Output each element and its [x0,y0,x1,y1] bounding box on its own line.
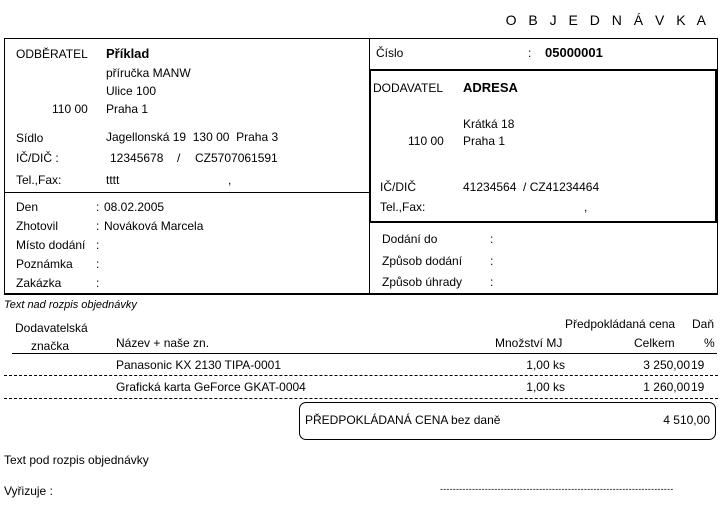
detail-author-label: Zhotovil [16,219,59,233]
customer-label: ODBĚRATEL [16,47,88,61]
supplier-label: DODAVATEL [373,81,444,95]
header-underline [12,353,717,354]
supplier-tel-label: Tel.,Fax: [380,200,426,214]
handled-by-label: Vyřizuje : [4,484,53,498]
detail-date-label: Den [16,200,39,214]
col-supplier-mark-2: značka [31,339,70,353]
customer-divider [4,192,370,193]
sum-label: PŘEDPOKLÁDANÁ CENA bez daně [305,413,501,427]
delivery-method-label: Způsob dodání [382,254,463,268]
order-number-label: Číslo [376,46,404,60]
customer-street: Ulice 100 [106,84,157,98]
supplier-name: ADRESA [463,80,518,95]
customer-line2: příručka MANW [106,66,191,80]
customer-seat-label: Sídlo [16,131,44,145]
supplier-fax-sep: , [584,200,588,214]
delivery-until-label: Dodání do [382,232,438,246]
item-vat: 19 [691,358,705,372]
delivery-colon: : [490,232,494,246]
item-qty: 1,00 ks [526,380,565,394]
customer-tel: tttt [106,173,120,187]
sum-value: 4 510,00 [663,413,710,427]
detail-colon: : [96,200,100,214]
customer-tel-label: Tel.,Fax: [16,173,62,187]
col-price-total: Celkem [634,336,675,350]
row-separator [4,375,718,376]
item-total: 1 260,00 [643,380,690,394]
item-name: Panasonic KX 2130 TIPA-0001 [116,358,281,372]
col-vat-top: Daň [692,317,715,331]
order-number: 05000001 [545,45,603,60]
text-below-items: Text pod rozpis objednávky [4,453,149,467]
customer-ids-slash: / [177,151,181,165]
detail-colon: : [96,276,100,290]
customer-zip: 110 00 [52,102,88,116]
supplier-ids-label: IČ/DIČ [380,180,416,194]
order-number-colon: : [528,46,532,60]
col-name: Název + naše zn. [116,336,210,350]
detail-colon: : [96,238,100,252]
customer-name: Příklad [106,46,150,61]
item-vat: 19 [691,380,705,394]
customer-dic: CZ5707061591 [195,151,278,165]
supplier-ids: 41234564 / CZ41234464 [463,180,600,194]
item-total: 3 250,00 [643,358,690,372]
signature-line: ------------------------------------------------------------------------- [440,484,674,494]
row-separator [4,398,718,399]
detail-author-value: Nováková Marcela [104,219,204,233]
supplier-zip: 110 00 [408,134,444,148]
detail-place-label: Místo dodání [16,238,86,252]
detail-note-label: Poznámka [16,257,73,271]
delivery-colon: : [490,254,494,268]
col-price-top: Předpokládaná cena [565,317,676,331]
customer-fax-sep: , [228,173,232,187]
customer-ids-label: IČ/DIČ : [16,151,59,165]
text-above-items: Text nad rozpis objednávky [4,299,137,311]
supplier-city: Praha 1 [463,134,506,148]
detail-colon: : [96,257,100,271]
customer-seat: Jagellonská 19 130 00 Praha 3 [106,130,279,144]
detail-job-label: Zakázka [16,276,62,290]
item-name: Grafická karta GeForce GKAT-0004 [116,380,306,394]
col-qty: Množství MJ [495,336,563,350]
supplier-street: Krátká 18 [463,117,515,131]
col-vat-pct: % [704,336,715,350]
document-title: O B J E D N Á V K A [505,12,710,28]
item-qty: 1,00 ks [526,358,565,372]
col-supplier-mark-1: Dodavatelská [15,321,88,335]
customer-ic: 12345678 [110,151,164,165]
customer-city: Praha 1 [106,102,149,116]
detail-colon: : [96,219,100,233]
delivery-colon: : [490,275,494,289]
detail-date-value: 08.02.2005 [104,200,165,214]
payment-method-label: Způsob úhrady [382,275,463,289]
